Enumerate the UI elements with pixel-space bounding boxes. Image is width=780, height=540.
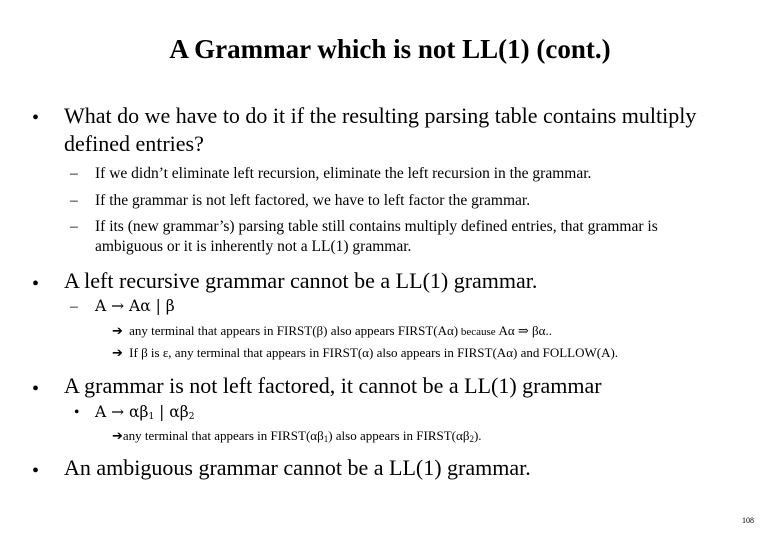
page-number: 108 — [742, 516, 754, 525]
rule-prefix: A → αβ — [95, 403, 149, 421]
dash-glyph: – — [70, 218, 78, 235]
claim-left-recursive: A left recursive grammar cannot be a LL(1) grammar. — [64, 268, 538, 293]
note-3-middle: ) also appears in FIRST(αβ — [328, 428, 470, 443]
arrow-right-icon: ➔ — [112, 346, 123, 361]
dash-glyph: – — [70, 165, 78, 182]
implication-note-2 — [112, 346, 618, 362]
note-3-subscript-2: 2 — [469, 434, 474, 444]
bullet-glyph: • — [32, 107, 40, 129]
question-line-2: defined entries? — [64, 131, 204, 156]
bullet-glyph: • — [74, 404, 80, 421]
rule-subscript-2: 2 — [188, 412, 195, 422]
note-3-prefix: any terminal that appears in FIRST(αβ — [122, 428, 324, 443]
bullet-glyph: • — [32, 273, 40, 295]
grammar-rule-not-factored — [95, 404, 194, 422]
question-line-1: What do we have to do it if the resulting parsing table contains multiply — [64, 103, 697, 128]
bullet-glyph: • — [32, 460, 40, 482]
grammar-rule-left-recursive: A → Aα | β — [95, 297, 175, 315]
rule-subscript-1: 1 — [148, 412, 155, 422]
answer-item-2: If the grammar is not left factored, we have to left factor the grammar. — [95, 192, 531, 209]
arrow-right-icon: ➔ — [112, 324, 123, 339]
dash-glyph: – — [70, 298, 78, 315]
arrow-right-icon: ➔ — [112, 429, 123, 444]
answer-item-3-line-2: ambiguous or it is inherently not a LL(1) grammar. — [95, 238, 412, 255]
implication-note-3 — [112, 429, 482, 445]
rule-middle: | αβ — [154, 403, 189, 421]
note-1-part-3: Aα ⇒ βα.. — [498, 323, 552, 338]
answer-item-1: If we didn’t eliminate left recursion, eliminate the left recursion in the grammar. — [95, 165, 592, 182]
note-1-part-1: any terminal that appears in FIRST(β) also appears FIRST(Aα) — [129, 323, 459, 338]
slide-title: A Grammar which is not LL(1) (cont.) — [169, 34, 611, 64]
implication-note-1 — [112, 324, 552, 340]
bullet-glyph: • — [32, 378, 40, 400]
note-3-subscript-1: 1 — [323, 434, 329, 444]
dash-glyph: – — [70, 192, 78, 209]
claim-ambiguous: An ambiguous grammar cannot be a LL(1) grammar. — [64, 455, 531, 480]
claim-left-factored: A grammar is not left factored, it cannot be a LL(1) grammar — [64, 373, 602, 398]
note-2-text: If β is ε, any terminal that appears in FIRST(α) also appears in FIRST(Aα) and FOLLOW(A). — [129, 345, 619, 360]
note-3-suffix: ). — [473, 428, 482, 443]
answer-item-3-line-1: If its (new grammar’s) parsing table still contains multiply defined entries, that grammar is — [95, 218, 658, 235]
note-1-part-2: because — [458, 326, 499, 338]
